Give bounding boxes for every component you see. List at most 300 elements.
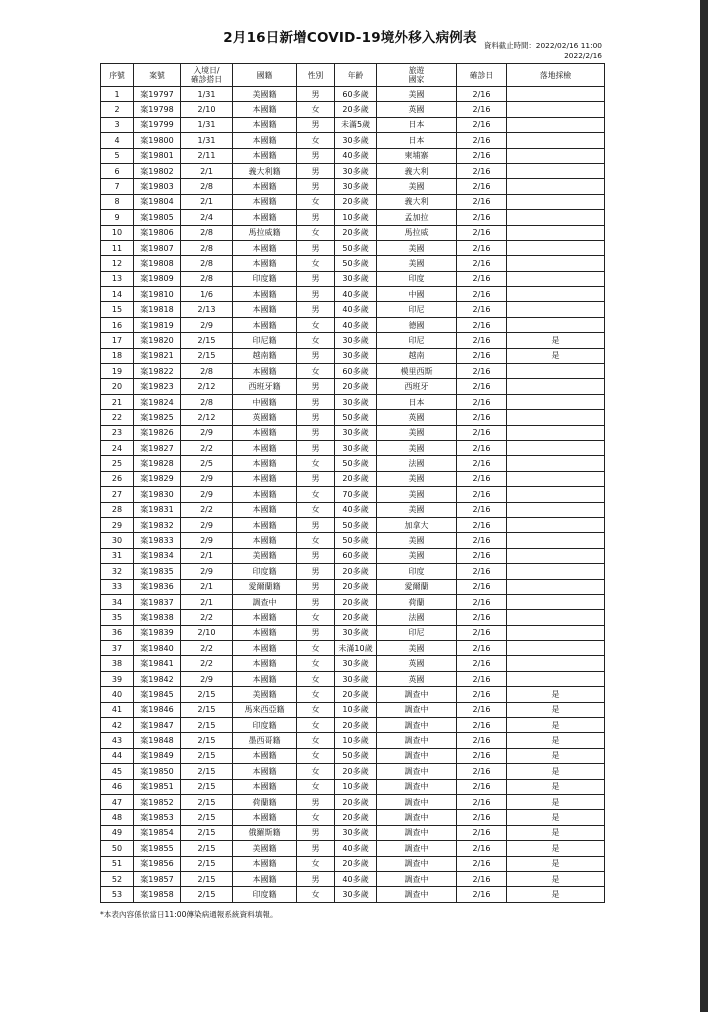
cell-arrival-test	[507, 456, 605, 471]
cell-age: 30多歲	[335, 133, 377, 148]
table-row	[101, 348, 605, 363]
cell-nationality: 本國籍	[233, 764, 297, 779]
table-row	[101, 471, 605, 486]
table-row	[101, 148, 605, 163]
cell-entry-date: 2/8	[181, 364, 233, 379]
cell-seq-no: 48	[101, 810, 134, 825]
cell-arrival-test	[507, 317, 605, 332]
cell-seq-no: 36	[101, 625, 134, 640]
cell-age: 20多歲	[335, 764, 377, 779]
cell-travel-country: 調查中	[377, 748, 457, 763]
table-row	[101, 517, 605, 532]
cell-age: 50多歲	[335, 240, 377, 255]
cell-sex: 女	[297, 779, 335, 794]
cell-case-no: 案19800	[134, 133, 181, 148]
cell-entry-date: 2/15	[181, 748, 233, 763]
table-row	[101, 779, 605, 794]
cell-diagnosis-date: 2/16	[457, 364, 507, 379]
cell-age: 50多歲	[335, 456, 377, 471]
cell-case-no: 案19835	[134, 564, 181, 579]
cell-case-no: 案19829	[134, 471, 181, 486]
cell-nationality: 本國籍	[233, 656, 297, 671]
cell-arrival-test	[507, 194, 605, 209]
table-row	[101, 225, 605, 240]
cell-sex: 女	[297, 102, 335, 117]
cell-age: 10多歲	[335, 733, 377, 748]
cell-travel-country: 美國	[377, 440, 457, 455]
cell-entry-date: 2/9	[181, 317, 233, 332]
cell-travel-country: 調查中	[377, 841, 457, 856]
cell-age: 30多歲	[335, 271, 377, 286]
cell-sex: 男	[297, 871, 335, 886]
cell-seq-no: 22	[101, 410, 134, 425]
cell-arrival-test	[507, 117, 605, 132]
table-row	[101, 533, 605, 548]
case-table	[100, 63, 605, 903]
cell-age: 40多歲	[335, 287, 377, 302]
cell-seq-no: 41	[101, 702, 134, 717]
cell-arrival-test	[507, 610, 605, 625]
table-row	[101, 579, 605, 594]
cell-travel-country: 英國	[377, 410, 457, 425]
cell-entry-date: 2/10	[181, 102, 233, 117]
table-row	[101, 302, 605, 317]
cell-seq-no: 34	[101, 594, 134, 609]
cell-sex: 男	[297, 210, 335, 225]
cell-arrival-test: 是	[507, 887, 605, 902]
table-row	[101, 179, 605, 194]
cell-entry-date: 2/1	[181, 194, 233, 209]
cell-case-no: 案19805	[134, 210, 181, 225]
cell-arrival-test	[507, 240, 605, 255]
cell-nationality: 美國籍	[233, 87, 297, 102]
cell-age: 20多歲	[335, 687, 377, 702]
cell-arrival-test	[507, 210, 605, 225]
cell-nationality: 本國籍	[233, 425, 297, 440]
table-row	[101, 656, 605, 671]
cell-sex: 女	[297, 487, 335, 502]
cell-entry-date: 2/12	[181, 410, 233, 425]
cell-seq-no: 44	[101, 748, 134, 763]
cell-diagnosis-date: 2/16	[457, 256, 507, 271]
cell-nationality: 本國籍	[233, 671, 297, 686]
cell-travel-country: 印尼	[377, 333, 457, 348]
cell-sex: 女	[297, 702, 335, 717]
cell-entry-date: 2/11	[181, 148, 233, 163]
column-header-age: 年齡	[335, 64, 377, 87]
cell-age: 40多歲	[335, 317, 377, 332]
cell-age: 20多歲	[335, 594, 377, 609]
cell-nationality: 美國籍	[233, 841, 297, 856]
cell-travel-country: 日本	[377, 117, 457, 132]
cell-travel-country: 荷蘭	[377, 594, 457, 609]
cell-arrival-test	[507, 410, 605, 425]
cell-entry-date: 2/15	[181, 348, 233, 363]
cell-age: 30多歲	[335, 625, 377, 640]
cell-case-no: 案19807	[134, 240, 181, 255]
cell-entry-date: 2/15	[181, 764, 233, 779]
cell-entry-date: 2/13	[181, 302, 233, 317]
cell-age: 20多歲	[335, 471, 377, 486]
cell-nationality: 本國籍	[233, 502, 297, 517]
table-row	[101, 825, 605, 840]
table-row	[101, 87, 605, 102]
cell-sex: 女	[297, 764, 335, 779]
cell-sex: 女	[297, 533, 335, 548]
cell-diagnosis-date: 2/16	[457, 163, 507, 178]
cell-entry-date: 2/9	[181, 564, 233, 579]
table-row	[101, 810, 605, 825]
cell-sex: 女	[297, 748, 335, 763]
cell-entry-date: 2/15	[181, 718, 233, 733]
cell-nationality: 本國籍	[233, 210, 297, 225]
cell-diagnosis-date: 2/16	[457, 456, 507, 471]
cell-age: 40多歲	[335, 871, 377, 886]
cell-seq-no: 18	[101, 348, 134, 363]
cell-case-no: 案19825	[134, 410, 181, 425]
cell-case-no: 案19855	[134, 841, 181, 856]
cell-case-no: 案19803	[134, 179, 181, 194]
cell-travel-country: 調查中	[377, 871, 457, 886]
cell-diagnosis-date: 2/16	[457, 394, 507, 409]
cell-seq-no: 9	[101, 210, 134, 225]
cell-diagnosis-date: 2/16	[457, 764, 507, 779]
cell-travel-country: 英國	[377, 671, 457, 686]
cell-entry-date: 1/6	[181, 287, 233, 302]
cell-diagnosis-date: 2/16	[457, 240, 507, 255]
cell-nationality: 本國籍	[233, 133, 297, 148]
cell-travel-country: 調查中	[377, 687, 457, 702]
cell-diagnosis-date: 2/16	[457, 502, 507, 517]
column-header-diagnosis-date: 確診日	[457, 64, 507, 87]
cell-seq-no: 21	[101, 394, 134, 409]
cell-arrival-test	[507, 671, 605, 686]
cell-age: 20多歲	[335, 856, 377, 871]
cell-nationality: 英國籍	[233, 410, 297, 425]
cell-travel-country: 美國	[377, 502, 457, 517]
cell-seq-no: 29	[101, 517, 134, 532]
cell-diagnosis-date: 2/16	[457, 810, 507, 825]
cell-arrival-test: 是	[507, 825, 605, 840]
cell-age: 50多歲	[335, 410, 377, 425]
cell-sex: 女	[297, 456, 335, 471]
cell-entry-date: 2/15	[181, 871, 233, 886]
table-row	[101, 487, 605, 502]
cell-nationality: 墨西哥籍	[233, 733, 297, 748]
cell-arrival-test: 是	[507, 764, 605, 779]
table-row	[101, 564, 605, 579]
cell-travel-country: 美國	[377, 548, 457, 563]
cell-sex: 男	[297, 425, 335, 440]
cell-arrival-test	[507, 440, 605, 455]
cell-entry-date: 1/31	[181, 133, 233, 148]
cell-diagnosis-date: 2/16	[457, 333, 507, 348]
cell-case-no: 案19839	[134, 625, 181, 640]
table-row	[101, 733, 605, 748]
column-header-travel-country: 旅遊 國家	[377, 64, 457, 87]
cell-nationality: 美國籍	[233, 687, 297, 702]
cell-seq-no: 28	[101, 502, 134, 517]
cell-diagnosis-date: 2/16	[457, 656, 507, 671]
column-header-arrival-test: 落地採檢	[507, 64, 605, 87]
table-row	[101, 117, 605, 132]
cell-nationality: 本國籍	[233, 748, 297, 763]
cell-travel-country: 馬拉威	[377, 225, 457, 240]
cell-sex: 男	[297, 794, 335, 809]
cell-diagnosis-date: 2/16	[457, 302, 507, 317]
cell-seq-no: 25	[101, 456, 134, 471]
cell-nationality: 本國籍	[233, 317, 297, 332]
table-row	[101, 887, 605, 902]
cell-nationality: 本國籍	[233, 240, 297, 255]
cell-entry-date: 2/8	[181, 179, 233, 194]
cell-arrival-test: 是	[507, 748, 605, 763]
cell-age: 10多歲	[335, 779, 377, 794]
cell-case-no: 案19857	[134, 871, 181, 886]
cell-entry-date: 1/31	[181, 117, 233, 132]
cell-seq-no: 20	[101, 379, 134, 394]
cell-age: 60多歲	[335, 87, 377, 102]
cell-nationality: 本國籍	[233, 179, 297, 194]
cell-diagnosis-date: 2/16	[457, 317, 507, 332]
cell-case-no: 案19852	[134, 794, 181, 809]
cell-arrival-test	[507, 179, 605, 194]
cell-sex: 男	[297, 87, 335, 102]
cell-travel-country: 調查中	[377, 825, 457, 840]
cell-seq-no: 5	[101, 148, 134, 163]
cell-sex: 女	[297, 733, 335, 748]
cell-entry-date: 2/15	[181, 794, 233, 809]
cell-diagnosis-date: 2/16	[457, 871, 507, 886]
cell-entry-date: 2/1	[181, 579, 233, 594]
cell-sex: 男	[297, 410, 335, 425]
header-row	[101, 64, 605, 87]
cell-diagnosis-date: 2/16	[457, 533, 507, 548]
cell-arrival-test	[507, 133, 605, 148]
cell-case-no: 案19823	[134, 379, 181, 394]
cell-travel-country: 日本	[377, 133, 457, 148]
cell-case-no: 案19832	[134, 517, 181, 532]
cell-diagnosis-date: 2/16	[457, 610, 507, 625]
cell-diagnosis-date: 2/16	[457, 148, 507, 163]
cell-arrival-test	[507, 87, 605, 102]
cell-age: 50多歲	[335, 256, 377, 271]
cell-arrival-test	[507, 625, 605, 640]
cell-case-no: 案19826	[134, 425, 181, 440]
cell-travel-country: 調查中	[377, 810, 457, 825]
footnote: *本表內容係依當日11:00傳染病通報系統資料填報。	[100, 910, 278, 919]
cell-age: 20多歲	[335, 794, 377, 809]
cell-travel-country: 日本	[377, 394, 457, 409]
cell-age: 30多歲	[335, 348, 377, 363]
cell-entry-date: 2/2	[181, 610, 233, 625]
cell-entry-date: 2/1	[181, 163, 233, 178]
table-row	[101, 687, 605, 702]
cell-case-no: 案19840	[134, 641, 181, 656]
column-header-nationality: 國籍	[233, 64, 297, 87]
cell-sex: 女	[297, 225, 335, 240]
cell-age: 30多歲	[335, 887, 377, 902]
cell-sex: 女	[297, 718, 335, 733]
cell-travel-country: 調查中	[377, 702, 457, 717]
table-row	[101, 210, 605, 225]
cell-sex: 男	[297, 548, 335, 563]
cell-nationality: 本國籍	[233, 194, 297, 209]
cell-diagnosis-date: 2/16	[457, 87, 507, 102]
cell-sex: 男	[297, 440, 335, 455]
cell-seq-no: 2	[101, 102, 134, 117]
cell-arrival-test: 是	[507, 794, 605, 809]
cell-age: 50多歲	[335, 533, 377, 548]
table-row	[101, 764, 605, 779]
cell-nationality: 本國籍	[233, 641, 297, 656]
table-row	[101, 379, 605, 394]
cell-case-no: 案19837	[134, 594, 181, 609]
cell-nationality: 俄羅斯籍	[233, 825, 297, 840]
cell-sex: 男	[297, 564, 335, 579]
cell-entry-date: 2/8	[181, 256, 233, 271]
table-row	[101, 317, 605, 332]
cell-entry-date: 2/2	[181, 440, 233, 455]
table-row	[101, 364, 605, 379]
cell-diagnosis-date: 2/16	[457, 179, 507, 194]
cell-arrival-test: 是	[507, 718, 605, 733]
cell-diagnosis-date: 2/16	[457, 210, 507, 225]
cell-travel-country: 調查中	[377, 733, 457, 748]
cell-nationality: 印度籍	[233, 564, 297, 579]
cell-case-no: 案19824	[134, 394, 181, 409]
cell-age: 10多歲	[335, 210, 377, 225]
cell-seq-no: 13	[101, 271, 134, 286]
cell-sex: 女	[297, 194, 335, 209]
cell-seq-no: 51	[101, 856, 134, 871]
cell-diagnosis-date: 2/16	[457, 841, 507, 856]
cell-travel-country: 調查中	[377, 718, 457, 733]
cell-seq-no: 6	[101, 163, 134, 178]
cell-arrival-test: 是	[507, 348, 605, 363]
cell-case-no: 案19848	[134, 733, 181, 748]
cell-case-no: 案19846	[134, 702, 181, 717]
cell-seq-no: 43	[101, 733, 134, 748]
cell-arrival-test: 是	[507, 733, 605, 748]
cell-case-no: 案19806	[134, 225, 181, 240]
cell-nationality: 印度籍	[233, 718, 297, 733]
cell-nationality: 本國籍	[233, 117, 297, 132]
cell-travel-country: 調查中	[377, 887, 457, 902]
table-header	[101, 64, 605, 87]
cell-age: 20多歲	[335, 810, 377, 825]
cell-travel-country: 美國	[377, 641, 457, 656]
cell-travel-country: 印尼	[377, 625, 457, 640]
cell-diagnosis-date: 2/16	[457, 825, 507, 840]
table-row	[101, 841, 605, 856]
cell-seq-no: 23	[101, 425, 134, 440]
cell-diagnosis-date: 2/16	[457, 702, 507, 717]
cell-entry-date: 2/15	[181, 333, 233, 348]
cell-case-no: 案19850	[134, 764, 181, 779]
cell-case-no: 案19853	[134, 810, 181, 825]
cell-travel-country: 調查中	[377, 856, 457, 871]
cell-diagnosis-date: 2/16	[457, 287, 507, 302]
cell-travel-country: 模里西斯	[377, 364, 457, 379]
cell-case-no: 案19836	[134, 579, 181, 594]
cell-travel-country: 美國	[377, 179, 457, 194]
cell-diagnosis-date: 2/16	[457, 440, 507, 455]
table-row	[101, 548, 605, 563]
table-body	[101, 87, 605, 903]
cell-nationality: 本國籍	[233, 440, 297, 455]
cell-diagnosis-date: 2/16	[457, 471, 507, 486]
cell-case-no: 案19834	[134, 548, 181, 563]
cell-case-no: 案19830	[134, 487, 181, 502]
cell-sex: 男	[297, 148, 335, 163]
cell-case-no: 案19821	[134, 348, 181, 363]
cell-nationality: 義大利籍	[233, 163, 297, 178]
cell-seq-no: 45	[101, 764, 134, 779]
cell-age: 20多歲	[335, 610, 377, 625]
cell-entry-date: 2/10	[181, 625, 233, 640]
cell-nationality: 馬拉威籍	[233, 225, 297, 240]
cell-diagnosis-date: 2/16	[457, 579, 507, 594]
cell-diagnosis-date: 2/16	[457, 641, 507, 656]
cell-seq-no: 37	[101, 641, 134, 656]
cell-nationality: 本國籍	[233, 456, 297, 471]
cell-travel-country: 西班牙	[377, 379, 457, 394]
cell-entry-date: 2/4	[181, 210, 233, 225]
cell-seq-no: 19	[101, 364, 134, 379]
cell-arrival-test: 是	[507, 702, 605, 717]
table-row	[101, 856, 605, 871]
cell-diagnosis-date: 2/16	[457, 117, 507, 132]
cell-seq-no: 30	[101, 533, 134, 548]
cell-nationality: 本國籍	[233, 487, 297, 502]
cell-travel-country: 愛爾蘭	[377, 579, 457, 594]
cell-age: 30多歲	[335, 163, 377, 178]
cell-age: 50多歲	[335, 748, 377, 763]
cell-seq-no: 1	[101, 87, 134, 102]
cell-entry-date: 2/8	[181, 225, 233, 240]
cell-seq-no: 40	[101, 687, 134, 702]
cell-case-no: 案19831	[134, 502, 181, 517]
cell-arrival-test: 是	[507, 871, 605, 886]
cell-arrival-test: 是	[507, 779, 605, 794]
cell-entry-date: 2/8	[181, 394, 233, 409]
cell-case-no: 案19847	[134, 718, 181, 733]
cell-sex: 女	[297, 133, 335, 148]
cell-seq-no: 33	[101, 579, 134, 594]
cell-sex: 女	[297, 656, 335, 671]
cell-case-no: 案19820	[134, 333, 181, 348]
cell-seq-no: 17	[101, 333, 134, 348]
cell-travel-country: 印尼	[377, 302, 457, 317]
cell-entry-date: 2/9	[181, 533, 233, 548]
table-row	[101, 194, 605, 209]
cell-travel-country: 加拿大	[377, 517, 457, 532]
cell-arrival-test	[507, 102, 605, 117]
cell-nationality: 本國籍	[233, 610, 297, 625]
cell-seq-no: 31	[101, 548, 134, 563]
cell-seq-no: 3	[101, 117, 134, 132]
cell-travel-country: 調查中	[377, 764, 457, 779]
cell-diagnosis-date: 2/16	[457, 856, 507, 871]
cell-sex: 男	[297, 287, 335, 302]
cell-entry-date: 2/9	[181, 671, 233, 686]
cell-arrival-test	[507, 256, 605, 271]
cell-sex: 女	[297, 856, 335, 871]
cell-age: 10多歲	[335, 702, 377, 717]
cell-seq-no: 4	[101, 133, 134, 148]
cell-nationality: 愛爾蘭籍	[233, 579, 297, 594]
